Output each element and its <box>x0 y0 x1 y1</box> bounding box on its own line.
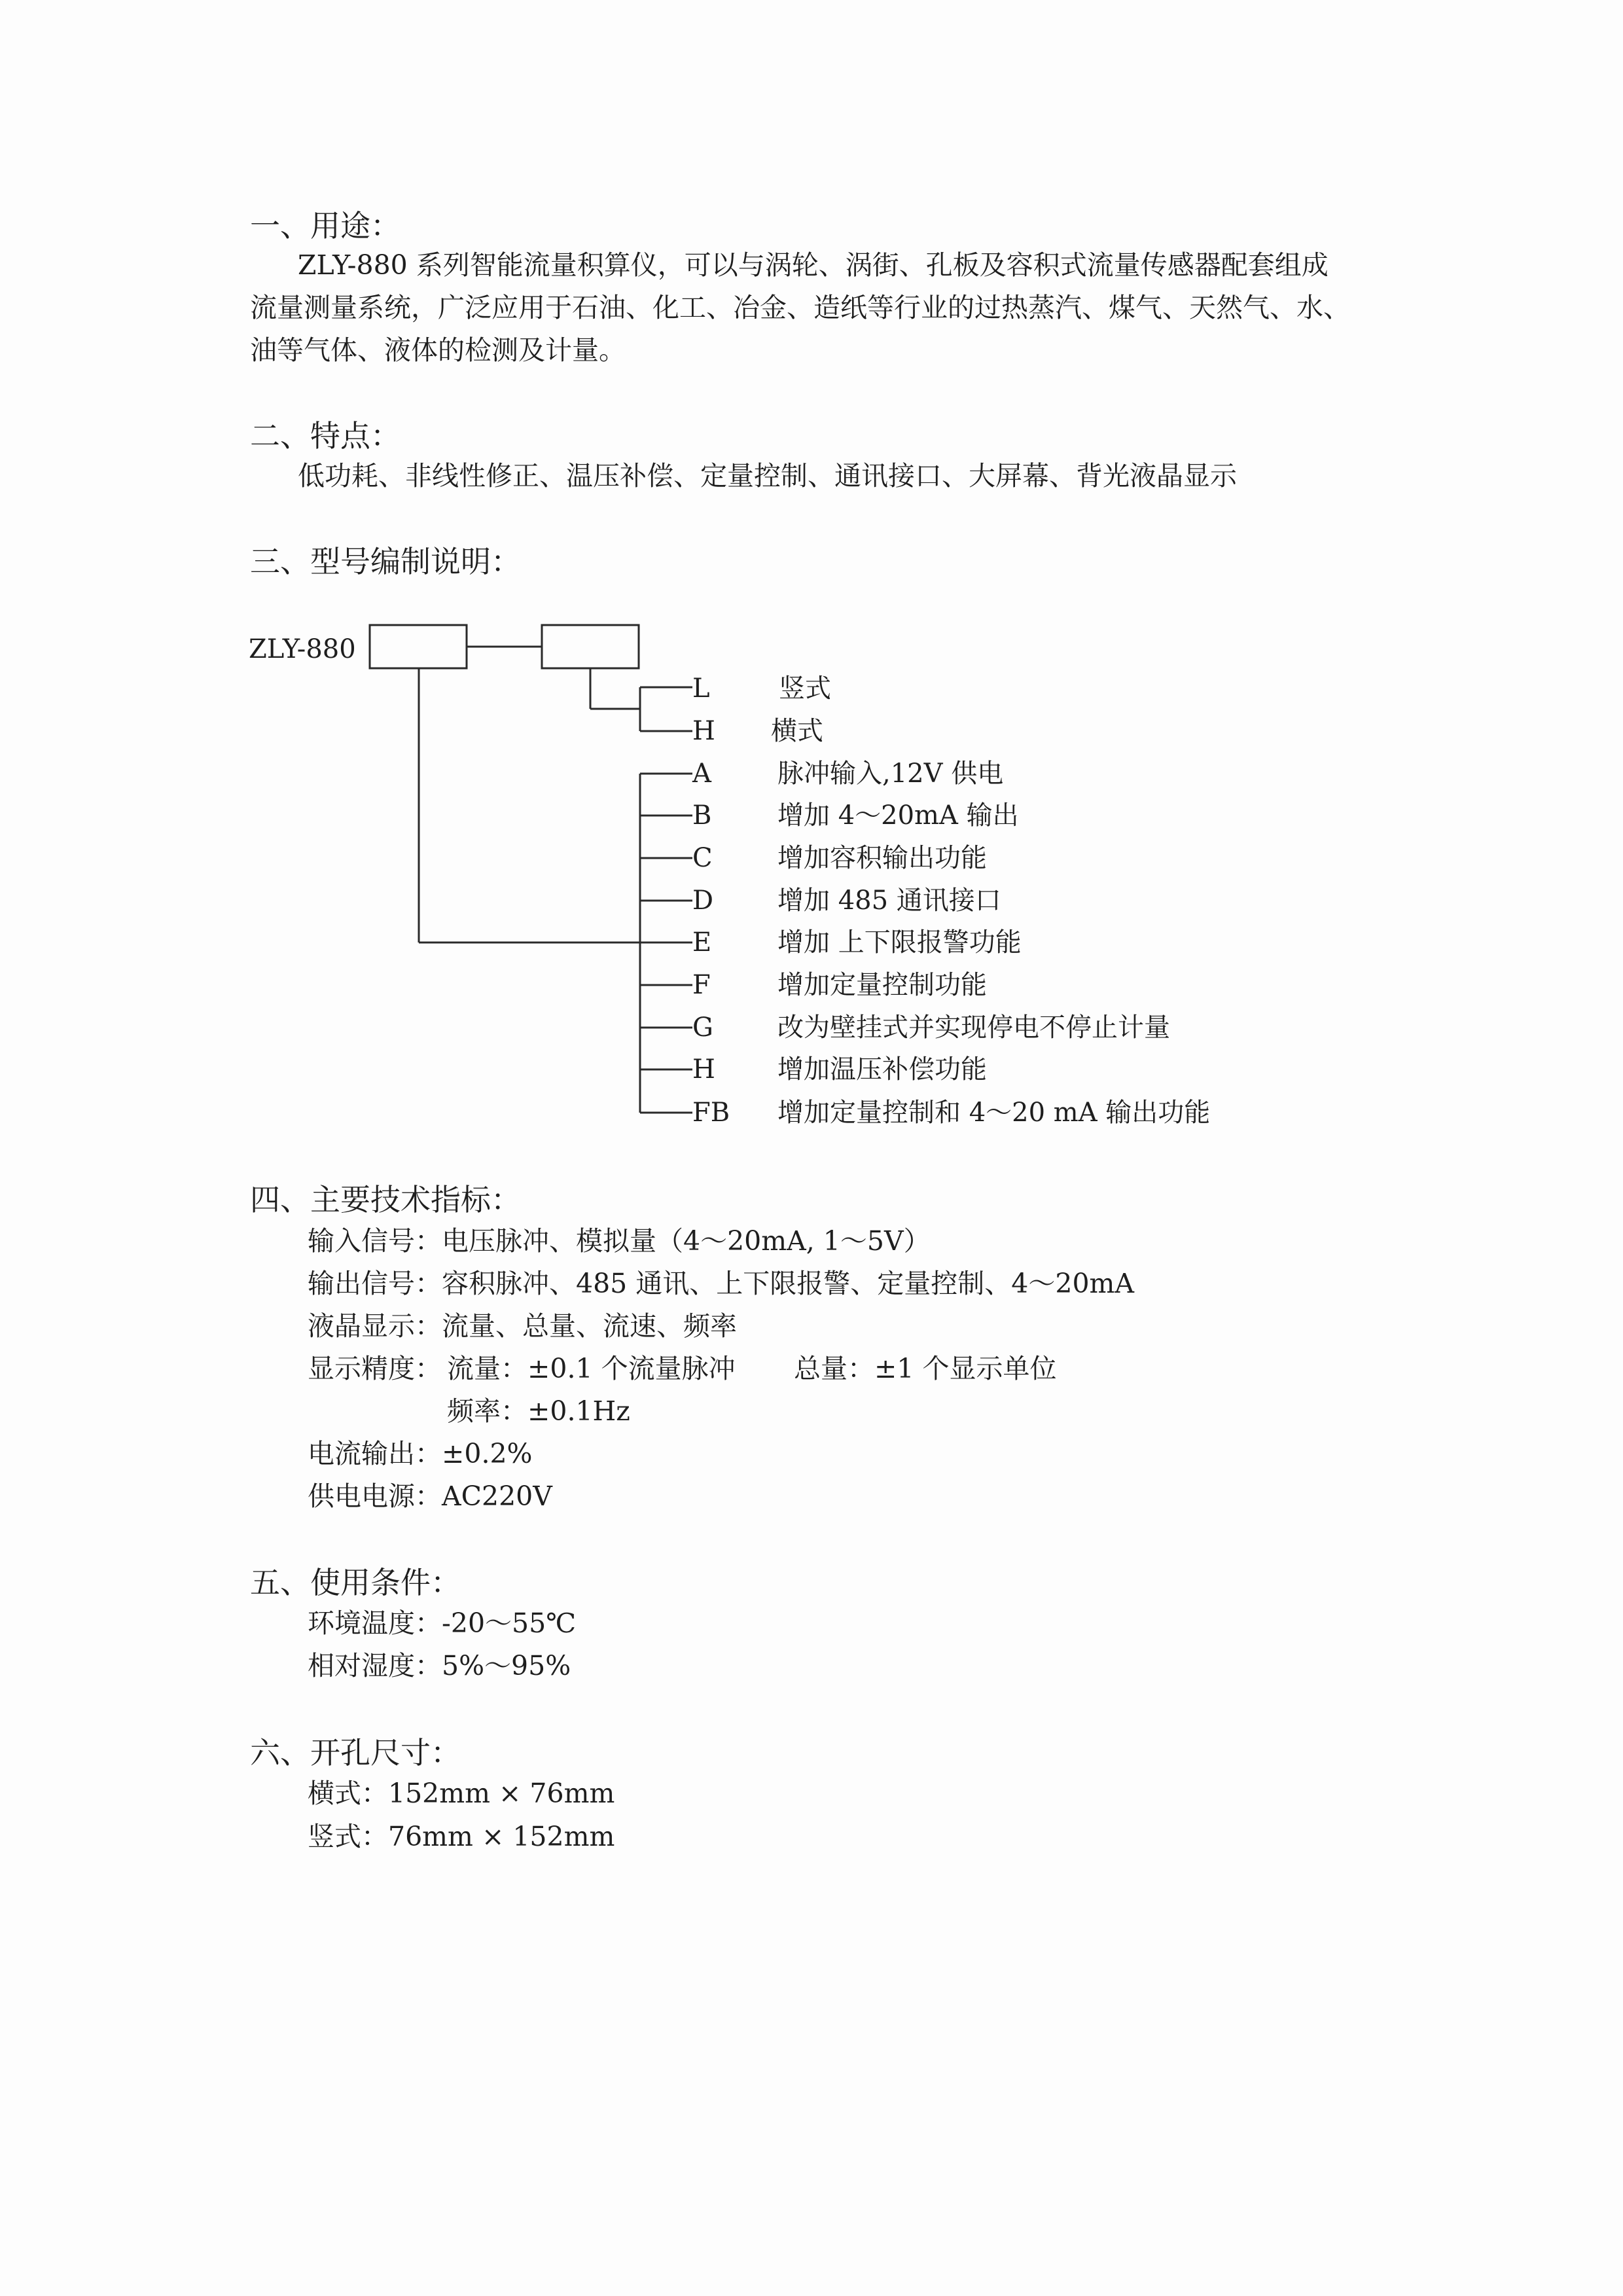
section-heading-cutout: 六、开孔尺寸： <box>250 1735 461 1770</box>
option-code-G: G <box>692 1013 713 1043</box>
usage-line-1: ZLY-880 系列智能流量积算仪，可以与涡轮、涡街、孔板及容积式流量传感器配套组成 <box>298 249 1329 281</box>
section-heading-features: 二、特点： <box>250 418 401 454</box>
mount-desc-H: 横式 <box>771 716 823 746</box>
usage-line-3: 油等气体、液体的检测及计量。 <box>250 334 626 366</box>
spec-accuracy-flow: 流量：±0.1 个流量脉冲 <box>447 1353 736 1384</box>
option-desc-G: 改为壁挂式并实现停电不停止计量 <box>777 1013 1170 1043</box>
option-code-FB: FB <box>692 1098 730 1128</box>
option-desc-B: 增加 4～20mA 输出 <box>777 800 1019 831</box>
option-desc-A: 脉冲输入,12V 供电 <box>777 759 1004 789</box>
option-desc-C: 增加容积输出功能 <box>777 843 987 873</box>
option-desc-FB: 增加定量控制和 4～20 mA 输出功能 <box>777 1098 1211 1128</box>
spec-lcd-display: 液晶显示：流量、总量、流速、频率 <box>308 1310 737 1342</box>
spec-accuracy-frequency: 频率：±0.1Hz <box>447 1395 630 1427</box>
condition-humidity: 相对湿度：5%～95% <box>308 1650 571 1681</box>
option-desc-E: 增加 上下限报警功能 <box>777 927 1022 958</box>
spec-current-output: 电流输出：±0.2% <box>308 1438 533 1469</box>
model-prefix: ZLY-880 <box>249 634 356 664</box>
option-code-E: E <box>692 927 712 958</box>
spec-accuracy-total: 总量：±1 个显示单位 <box>794 1353 1057 1384</box>
mount-code-L: L <box>692 673 710 704</box>
section-heading-model-naming: 三、型号编制说明： <box>250 544 521 579</box>
option-code-A: A <box>692 759 711 789</box>
section-heading-conditions: 五、使用条件： <box>250 1565 461 1600</box>
features-line: 低功耗、非线性修正、温压补偿、定量控制、通讯接口、大屏幕、背光液晶显示 <box>298 460 1237 492</box>
mount-desc-L: 竖式 <box>779 673 831 704</box>
section-heading-usage: 一、用途： <box>250 208 401 243</box>
cutout-vertical: 竖式：76mm × 152mm <box>308 1821 615 1852</box>
option-code-F: F <box>692 970 711 1000</box>
option-desc-D: 增加 485 通讯接口 <box>777 886 1001 916</box>
usage-line-2: 流量测量系统，广泛应用于石油、化工、冶金、造纸等行业的过热蒸汽、煤气、天然气、水、 <box>250 292 1350 323</box>
cutout-horizontal: 横式：152mm × 76mm <box>308 1778 615 1809</box>
model-box-mount <box>542 625 639 668</box>
option-code-D: D <box>692 886 714 916</box>
spec-accuracy-label: 显示精度： <box>308 1353 442 1384</box>
option-code-B: B <box>692 800 712 831</box>
spec-input-signal: 输入信号：电压脉冲、模拟量（4～20mA, 1～5V） <box>308 1225 931 1257</box>
mount-code-H: H <box>692 716 715 746</box>
option-code-H: H <box>692 1054 715 1085</box>
spec-power-supply: 供电电源：AC220V <box>308 1480 552 1512</box>
model-box-options <box>370 625 467 668</box>
option-code-C: C <box>692 843 713 873</box>
option-desc-F: 增加定量控制功能 <box>777 970 987 1000</box>
condition-temperature: 环境温度：-20～55℃ <box>308 1607 577 1639</box>
section-heading-specs: 四、主要技术指标： <box>250 1182 521 1217</box>
spec-output-signal: 输出信号：容积脉冲、485 通讯、上下限报警、定量控制、4～20mA <box>308 1268 1135 1299</box>
option-desc-H: 增加温压补偿功能 <box>777 1054 987 1085</box>
